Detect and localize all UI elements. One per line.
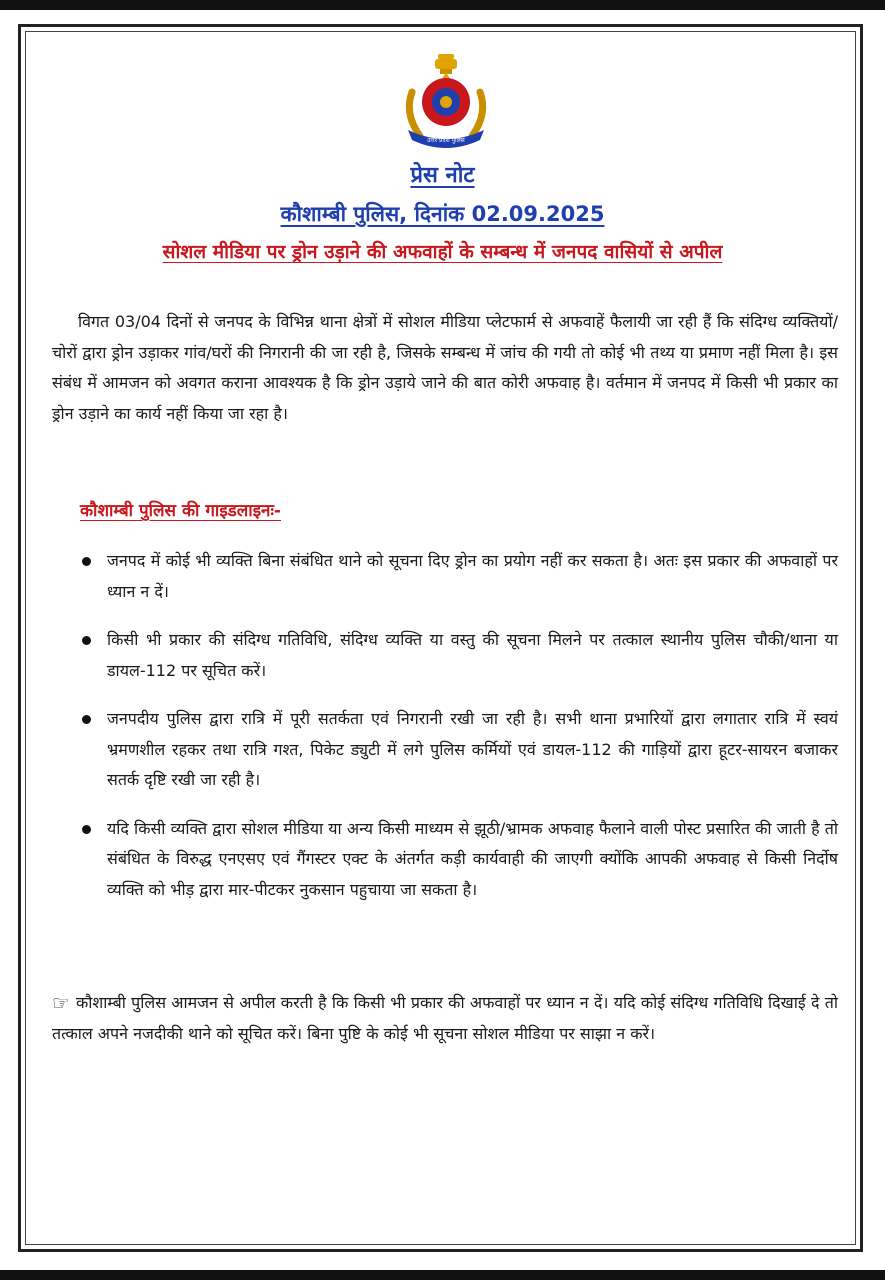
footer-appeal-text: कौशाम्बी पुलिस आमजन से अपील करती है कि किसी भी प्रकार की अफवाहों पर ध्यान न दें। यदि कोई संदिग्ध गतिविधि दिखाई दे तो तत्काल अपने नजदीकी थाने को सूचित करें। बिना पुष्टि के कोई भी सूचना सोशल मीडिया पर साझा न करें। [52,993,838,1043]
guideline-text: जनपद में कोई भी व्यक्ति बिना संबंधित थाने को सूचना दिए ड्रोन का प्रयोग नहीं कर सकता है। अतः इस प्रकार की अफवाहों पर ध्यान न दें। [107,551,838,601]
press-note-title [0,160,885,192]
list-item [80,814,838,906]
bullet-icon [82,636,91,645]
pointing-hand-icon: ☞ [52,991,70,1015]
intro-paragraph: विगत 03/04 दिनों से जनपद के विभिन्न थाना क्षेत्रों में सोशल मीडिया प्लेटफार्म से अफवाहें फैलायी जा रही हैं कि संदिग्ध व्यक्तियों/चोरों द्वारा ड्रोन उड़ाकर गांव/घरों की निगरानी की जा रही है, जिसके सम्बन्ध में जांच की गयी तो कोई भी तथ्य या प्रमाण नहीं मिला है। इस संबंध में आमजन को अवगत कराना आवश्यक है कि ड्रोन उड़ाये जाने की बात कोरी अफवाह है। वर्तमान में जनपद में किसी भी प्रकार का ड्रोन उड़ाने का कार्य नहीं किया जा रहा है। [52,312,838,423]
district-date-text: कौशाम्बी पुलिस, दिनांक 02.09.2025 [280,202,605,226]
bottom-border-bar [0,1270,885,1280]
guideline-text: जनपदीय पुलिस द्वारा रात्रि में पूरी सतर्कता एवं निगरानी रखी जा रही है। सभी थाना प्रभारियों द्वारा लगातार रात्रि में स्वयं भ्रमणशील रहकर तथा रात्रि गश्त, पिकेट ड्युटी में लगे पुलिस कर्मियों एवं डायल-112 की गाड़ियों द्वारा हूटर-सायरन बजाकर सतर्क दृष्टि रखी जा रही है। [107,709,838,789]
guideline-text: किसी भी प्रकार की संदिग्ध गतिविधि, संदिग्ध व्यक्ति या वस्तु की सूचना मिलने पर तत्काल स्थानीय पुलिस चौकी/थाना या डायल-112 पर सूचित करें। [107,630,838,680]
guidelines-heading: कौशाम्बी पुलिस की गाइडलाइनः- [80,501,281,521]
footer-appeal-paragraph [52,988,838,1049]
district-date-title [0,198,885,230]
bullet-icon [82,715,91,724]
bullet-icon [82,825,91,834]
list-item [80,625,838,686]
police-emblem-icon [398,52,494,152]
press-note-text: प्रेस नोट [410,163,475,188]
emblem-ribbon-text: उत्तर प्रदेश पुलिस [427,137,465,144]
list-item [80,546,838,607]
appeal-title-text: सोशल मीडिया पर ड्रोन उड़ाने की अफवाहों के सम्बन्ध में जनपद वासियों से अपील [162,241,723,263]
appeal-title [30,236,855,268]
top-border-bar [0,0,885,10]
guidelines-list [80,546,838,923]
bullet-icon [82,557,91,566]
guideline-text: यदि किसी व्यक्ति द्वारा सोशल मीडिया या अन्य किसी माध्यम से झूठी/भ्रामक अफवाह फैलाने वाली पोस्ट प्रसारित की जाती है तो संबंधित के विरुद्ध एनएसए एवं गैंगस्टर एक्ट के अंतर्गत कड़ी कार्यवाही की जाएगी क्योंकि आपकी अफवाह से किसी निर्दोष व्यक्ति को भीड़ द्वारा मार-पीटकर नुकसान पहुचाया जा सकता है। [107,818,838,899]
list-item [80,704,838,796]
